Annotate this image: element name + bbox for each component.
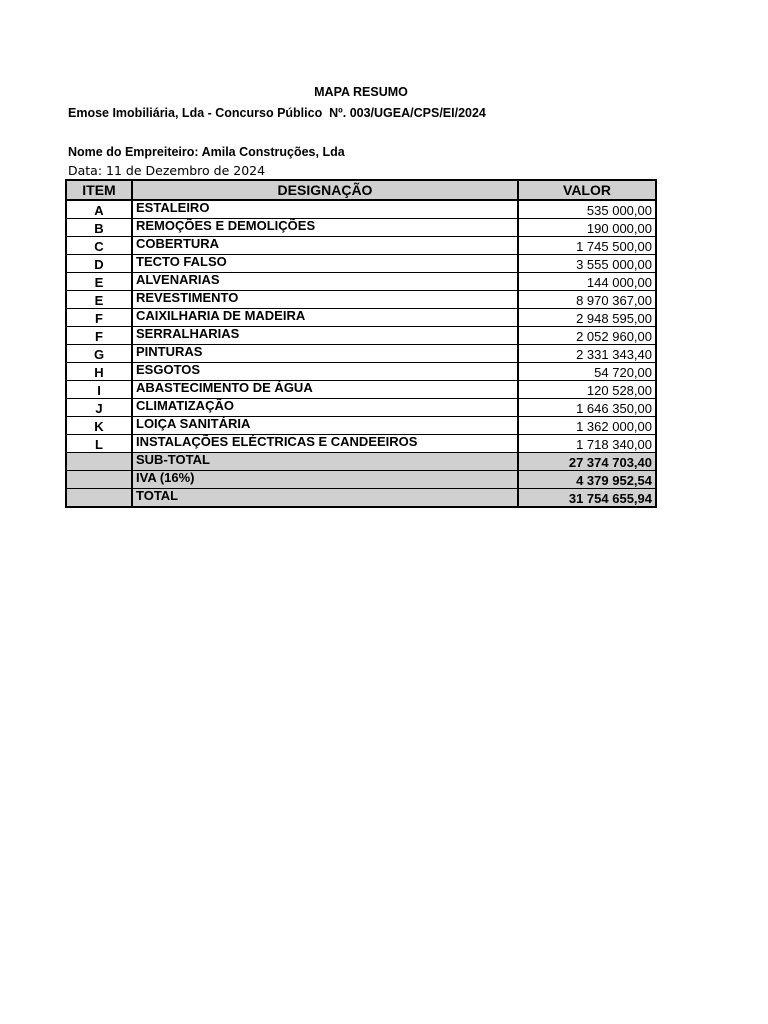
row-designation: CLIMATIZAÇÃO: [132, 399, 518, 417]
total-value: 31 754 655,94: [518, 489, 656, 508]
column-header-designation: DESIGNAÇÃO: [132, 180, 518, 200]
row-designation: CAIXILHARIA DE MADEIRA: [132, 309, 518, 327]
row-designation: PINTURAS: [132, 345, 518, 363]
row-value: 1 718 340,00: [518, 435, 656, 453]
row-designation: TECTO FALSO: [132, 255, 518, 273]
total-item-cell: [66, 489, 132, 508]
vat-row: [66, 471, 656, 489]
row-item: L: [66, 435, 132, 453]
row-value: 120 528,00: [518, 381, 656, 399]
row-designation: INSTALAÇÕES ELÉCTRICAS E CANDEEIROS: [132, 435, 518, 453]
table-row: [66, 255, 656, 273]
total-row: [66, 489, 656, 508]
row-item: K: [66, 417, 132, 435]
vat-label: IVA (16%): [132, 471, 518, 489]
row-value: 54 720,00: [518, 363, 656, 381]
column-header-value: VALOR: [518, 180, 656, 200]
row-designation: ESGOTOS: [132, 363, 518, 381]
row-designation: ABASTECIMENTO DE ÁGUA: [132, 381, 518, 399]
row-value: 144 000,00: [518, 273, 656, 291]
row-item: B: [66, 219, 132, 237]
subtotal-label: SUB-TOTAL: [132, 453, 518, 471]
table-row: [66, 417, 656, 435]
row-item: G: [66, 345, 132, 363]
row-item: F: [66, 309, 132, 327]
row-item: E: [66, 273, 132, 291]
row-designation: REVESTIMENTO: [132, 291, 518, 309]
row-item: H: [66, 363, 132, 381]
table-header-row: [66, 180, 656, 200]
row-designation: LOIÇA SANITÁRIA: [132, 417, 518, 435]
summary-table: [65, 179, 657, 508]
row-item: C: [66, 237, 132, 255]
total-label: TOTAL: [132, 489, 518, 508]
contractor-name: Nome do Empreiteiro: Amila Construções, Lda: [68, 145, 345, 159]
table-row: [66, 237, 656, 255]
row-value: 535 000,00: [518, 200, 656, 219]
table-row: [66, 309, 656, 327]
table-row: [66, 219, 656, 237]
row-value: 190 000,00: [518, 219, 656, 237]
column-header-item: ITEM: [66, 180, 132, 200]
row-item: D: [66, 255, 132, 273]
row-item: E: [66, 291, 132, 309]
vat-value: 4 379 952,54: [518, 471, 656, 489]
document-date: Data: 11 de Dezembro de 2024: [68, 163, 266, 178]
table-row: [66, 345, 656, 363]
table-row: [66, 435, 656, 453]
table-row: [66, 381, 656, 399]
row-value: 1 745 500,00: [518, 237, 656, 255]
row-designation: COBERTURA: [132, 237, 518, 255]
table-row: [66, 273, 656, 291]
row-value: 1 646 350,00: [518, 399, 656, 417]
row-designation: REMOÇÕES E DEMOLIÇÕES: [132, 219, 518, 237]
row-value: 8 970 367,00: [518, 291, 656, 309]
document-title: MAPA RESUMO: [314, 85, 408, 99]
subtotal-value: 27 374 703,40: [518, 453, 656, 471]
table-row: [66, 200, 656, 219]
row-value: 2 052 960,00: [518, 327, 656, 345]
row-item: I: [66, 381, 132, 399]
row-value: 2 948 595,00: [518, 309, 656, 327]
tender-subtitle: Emose Imobiliária, Lda - Concurso Público Nº. 003/UGEA/CPS/EI/2024: [68, 106, 486, 120]
row-value: 2 331 343,40: [518, 345, 656, 363]
table-row: [66, 363, 656, 381]
subtotal-item-cell: [66, 453, 132, 471]
vat-item-cell: [66, 471, 132, 489]
subtotal-row: [66, 453, 656, 471]
row-item: J: [66, 399, 132, 417]
table-row: [66, 291, 656, 309]
row-value: 3 555 000,00: [518, 255, 656, 273]
row-item: F: [66, 327, 132, 345]
row-designation: ESTALEIRO: [132, 200, 518, 219]
row-item: A: [66, 200, 132, 219]
row-value: 1 362 000,00: [518, 417, 656, 435]
table-row: [66, 327, 656, 345]
table-row: [66, 399, 656, 417]
row-designation: SERRALHARIAS: [132, 327, 518, 345]
row-designation: ALVENARIAS: [132, 273, 518, 291]
